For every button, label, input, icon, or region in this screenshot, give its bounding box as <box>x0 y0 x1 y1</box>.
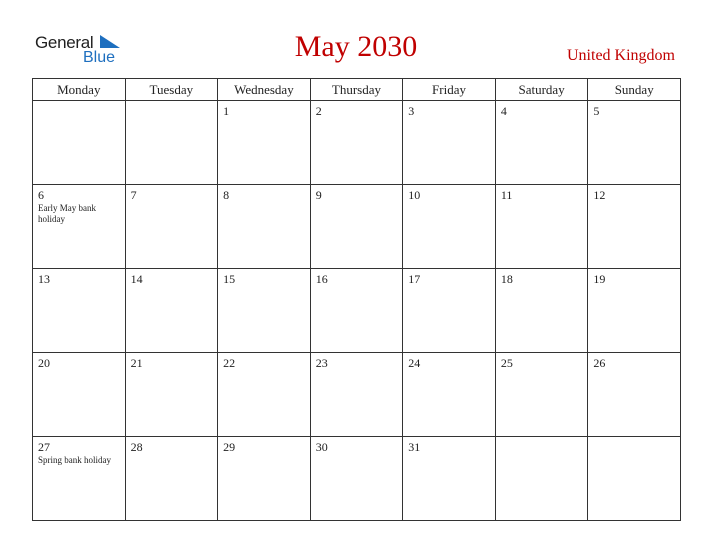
calendar-grid <box>32 78 681 521</box>
weekday-header: Saturday <box>495 79 588 101</box>
day-cell <box>33 185 126 269</box>
day-number: 13 <box>38 272 50 286</box>
page-title: May 2030 <box>294 30 418 63</box>
day-cell <box>588 353 681 437</box>
day-number: 3 <box>408 104 415 118</box>
day-cell <box>33 101 126 185</box>
day-cell <box>403 185 496 269</box>
day-number: 17 <box>408 272 421 286</box>
day-number: 10 <box>408 188 421 202</box>
day-cell <box>403 353 496 437</box>
day-number: 31 <box>408 440 421 454</box>
day-cell <box>588 269 681 353</box>
day-number: 30 <box>315 440 328 454</box>
day-cell <box>310 185 403 269</box>
day-cell <box>588 437 681 521</box>
day-cell <box>218 437 311 521</box>
week-row <box>33 101 681 185</box>
day-cell <box>495 101 588 185</box>
day-cell <box>310 437 403 521</box>
day-cell <box>588 101 681 185</box>
day-number: 21 <box>130 356 143 370</box>
day-number: 9 <box>315 188 322 202</box>
day-cell <box>495 353 588 437</box>
day-number: 5 <box>593 104 600 118</box>
day-cell <box>33 437 126 521</box>
day-cell <box>33 353 126 437</box>
day-cell <box>218 185 311 269</box>
country-label: United Kingdom <box>567 47 675 64</box>
day-number: 8 <box>223 188 230 202</box>
week-row <box>33 269 681 353</box>
day-cell <box>495 185 588 269</box>
weekday-header: Sunday <box>588 79 681 101</box>
day-cell <box>125 269 218 353</box>
day-number: 27 <box>38 440 50 454</box>
day-number: 24 <box>408 356 421 370</box>
day-cell <box>33 269 126 353</box>
day-number: 19 <box>593 272 606 286</box>
day-cell <box>310 269 403 353</box>
day-cell <box>495 269 588 353</box>
day-cell <box>403 269 496 353</box>
day-cell <box>125 185 218 269</box>
day-number: 4 <box>500 104 507 118</box>
weekday-header-row <box>33 79 681 101</box>
day-number: 26 <box>593 356 606 370</box>
day-number: 2 <box>315 104 322 118</box>
week-row <box>33 353 681 437</box>
day-cell <box>495 437 588 521</box>
week-row <box>33 437 681 521</box>
day-number: 25 <box>500 356 513 370</box>
day-number: 28 <box>130 440 143 454</box>
day-number: 14 <box>130 272 143 286</box>
day-cell <box>125 437 218 521</box>
day-number: 18 <box>500 272 513 286</box>
holiday-label: Spring bank holiday <box>38 455 111 465</box>
day-cell <box>310 101 403 185</box>
day-cell <box>125 353 218 437</box>
day-cell <box>218 353 311 437</box>
weekday-header: Friday <box>403 79 496 101</box>
day-cell <box>588 185 681 269</box>
logo-text-blue: Blue <box>83 49 116 66</box>
weekday-header: Tuesday <box>125 79 218 101</box>
day-number: 29 <box>223 440 236 454</box>
day-number: 15 <box>223 272 236 286</box>
day-cell <box>403 437 496 521</box>
day-cell <box>125 101 218 185</box>
logo-text-general: General <box>35 33 94 52</box>
day-number: 23 <box>315 356 328 370</box>
day-cell <box>218 101 311 185</box>
day-number: 20 <box>38 356 50 370</box>
day-number: 11 <box>500 188 513 202</box>
holiday-label: Early May bank holiday <box>38 203 96 224</box>
day-number: 16 <box>315 272 328 286</box>
day-cell <box>403 101 496 185</box>
day-number: 22 <box>223 356 236 370</box>
weekday-header: Thursday <box>310 79 403 101</box>
day-number: 1 <box>223 104 230 118</box>
weekday-header: Monday <box>33 79 126 101</box>
day-cell <box>218 269 311 353</box>
weekday-header: Wednesday <box>218 79 311 101</box>
week-row <box>33 185 681 269</box>
day-cell <box>310 353 403 437</box>
day-number: 12 <box>593 188 606 202</box>
day-number: 7 <box>130 188 137 202</box>
day-number: 6 <box>38 188 44 202</box>
